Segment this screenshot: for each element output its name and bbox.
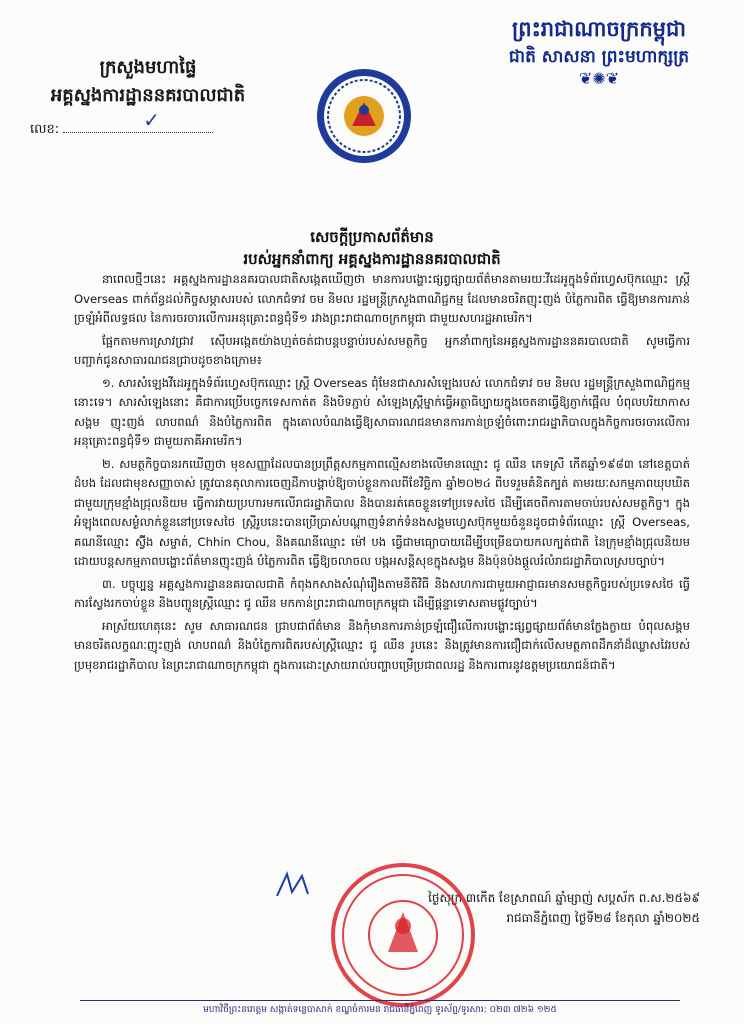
paragraph: ២. សមត្ថកិច្ចបានរកឃើញថា មុខសញ្ញាដែលបានប្រព្រឹត្តសកម្មភាពល្មើសខាងលើមានឈ្មោះ ជូ ឈីន ភេទស្រី កើតឆ្នាំ១៩៨៣ នៅខេត្តបាត់ដំបង ដែលជាមុខសញ្ញាចាស់ ត្រូវបានតុលាការចេញដីកាបង្គាប់ឱ្យចាប់ខ្លួនកាលពីខែវិច្ឆិកា ឆ្នាំ២០២៤ ពីបទរួមគំនិតក្បត់ តាមរយៈសកម្មភាពឃុបឃិតជាមួយក្រុមខ្មាំងជ្រុលនិយម ធ្វើការវាយប្រហារមកលើរាជរដ្ឋាភិបាល និងបានរត់គេចខ្លួនទៅប្រទេសថៃ ដើម្បីគេចពីការតាមចាប់របស់សមត្ថកិច្ច។ ក្នុងអំឡុងពេលសម្ងំលាក់ខ្លួននៅប្រទេសថៃ ស្ត្រីរូបនេះបានប្រើប្រាស់បណ្តាញទំនាក់ទំនងសង្គមហ្វេសប៊ុកមួយចំនួនដូចជាទំព័រឈ្មោះ ស្ត្រី Overseas, គណនីឈ្មោះ ស៊្វីង សម្ចាត់, Chhin Chou, និងគណនីឈ្មោះ ម៉ៅ បង ធ្វើជាមធ្យោបាយដើម្បីបម្រើឧបាយកលក្បត់ជាតិ នៃក្រុមខ្មាំងជ្រុលនិយម ដោយបន្តសកម្មភាពបង្ហោះព័ត៌មានញុះញង់ បំភ្លៃការពិត ធ្វើឱ្យចលាចល បង្កអសន្តិសុខក្នុងសង្គម និងប៉ុនប៉ងផ្តួលរំលំរាជរដ្ឋាភិបាលស្របច្បាប់។ <box>74 456 690 568</box>
checkmark-icon: ✓ <box>143 108 161 132</box>
paragraph: នាពេលថ្មីៗនេះ អគ្គស្នងការដ្ឋាននគរបាលជាតិសង្កេតឃើញថា មានការបង្ហោះផ្សព្វផ្សាយព័ត៌មានតាមរយៈវីដេអូក្នុងទំព័រហ្វេសប៊ុកឈ្មោះ ស្ត្រី Overseas ពាក់ព័ន្ធដល់កិច្ចសម្ភាសរបស់ លោកជំទាវ ចម និមល រដ្ឋមន្ត្រីក្រសួងពាណិជ្ជកម្ម ដែលមានចរិតញុះញង់ បំភ្លៃការពិត ធ្វើឱ្យមានការភាន់ច្រឡំអំពីលទ្ធផល នៃការចរចារលើការអនុគ្រោះពន្ធជុំទី១ រវាងព្រះរាជាណាចក្រកម្ពុជា ជាមួយសហរដ្ឋអាមេរិក។ <box>74 272 690 325</box>
number-field <box>63 108 213 133</box>
number-label: លេខ: <box>30 122 60 137</box>
department-name: អគ្គស្នងការដ្ឋាននគរបាលជាតិ <box>50 85 246 106</box>
kingdom-name: ព្រះរាជាណាចក្រកម្ពុជា <box>511 17 686 41</box>
statement-title <box>0 226 744 270</box>
ministry-header <box>28 54 268 110</box>
paragraph: ផ្អែកតាមការស្រាវជ្រាវ ស៊ើបអង្កេតយ៉ាងហ្មត់ចត់ជាបន្តបន្ទាប់របស់សមត្ថកិច្ច អ្នកនាំពាក្យនៃអគ្គស្នងការដ្ឋាននគរបាលជាតិ សូមធ្វើការបញ្ជាក់ជូនសាធារណជនជ្រាបដូចខាងក្រោម៖ <box>74 333 690 367</box>
lunar-date: ថ្ងៃសុក្រ ៣កើត ខែស្រាពណ៍ ឆ្នាំម្សាញ់ សប្តស័ក ព.ស.២៥៦៩ <box>428 891 700 905</box>
title-line-2: របស់អ្នកនាំពាក្យ អគ្គស្នងការដ្ឋាននគរបាលជាតិ <box>243 250 501 268</box>
solar-date: រាជធានីភ្នំពេញ ថ្ងៃទី២៨ ខែតុលា ឆ្នាំ២០២៥ <box>506 911 700 925</box>
police-emblem-icon <box>314 66 414 166</box>
reference-number <box>30 108 270 140</box>
paragraph: ៣. បច្ចុប្បន្ន អគ្គស្នងការដ្ឋាននគរបាលជាតិ កំពុងកសាងសំណុំរឿងតាមនីតិវិធី និងសហការជាមួយអាជ្ញាធរមានសមត្ថកិច្ចរបស់ប្រទេសថៃ ធ្វើការស្វែងរកចាប់ខ្លួន និងបញ្ជូនស្ត្រីឈ្មោះ ជូ ឈីន មកកាន់ព្រះរាជាណាចក្រកម្ពុជា ដើម្បីផ្តន្ទាទោសតាមផ្លូវច្បាប់។ <box>74 576 690 610</box>
statement-body <box>74 270 690 678</box>
kingdom-header <box>484 14 714 88</box>
paragraph: អាស្រ័យហេតុនេះ សូម សាធារណជន ជ្រាបជាព័ត៌មាន និងកុំមានការភាន់ច្រឡំជឿលើការបង្ហោះផ្សព្វផ្សាយព័ត៌មានក្លែងក្លាយ បំពុលសង្គម មានចរិតលក្ខណៈញុះញង់ លាបពណ៌ និងបំភ្លៃការពិតរបស់ស្ត្រីឈ្មោះ ជូ ឈីន រូបនេះ និងត្រូវមានការជឿជាក់លើសមត្ថភាពដឹកនាំដ៏ឈ្លាសវៃរបស់ប្រមុខរាជរដ្ឋាភិបាល នៃព្រះរាជាណាចក្រកម្ពុជា ក្នុងការដោះស្រាយរាល់បញ្ហាបម្រើប្រជាពលរដ្ឋ និងការពារនូវឧត្តមប្រយោជន៍ជាតិ។ <box>74 618 690 672</box>
ornament-icon: ❦✺❦ <box>578 69 620 88</box>
ministry-name: ក្រសួងមហាផ្ទៃ <box>99 57 197 78</box>
official-seal-icon <box>328 860 478 1010</box>
paragraph: ១. សារសំឡេងវីដេអូក្នុងទំព័រហ្វេសប៊ុកឈ្មោះ ស្ត្រី Overseas ពុំមែនជាសារសំឡេងរបស់ លោកជំទាវ ចម និមល រដ្ឋមន្ត្រីក្រសួងពាណិជ្ជកម្ម នោះទេ។ សារសំឡេងនោះ គឺជាការប្រើបច្ចេកទេសកាត់ត និងបិទភ្ជាប់ សំឡេងស្ត្រីម្នាក់ធ្វើអត្ថាធិប្បាយក្នុងចេតនាធ្វើឱ្យភ្ញាក់ផ្អើល បំពុលបរិយាកាសសង្គម ញុះញង់ លាបពណ៌ និងបំភ្លៃការពិត ក្នុងគោលបំណងធ្វើឱ្យសាធារណជនមានការភាន់ច្រឡំចំពោះរាជរដ្ឋាភិបាលក្នុងកិច្ចការចរចារលើការអនុគ្រោះពន្ធជុំទី១ ជាមួយភាគីអាមេរិក។ <box>74 375 690 448</box>
footer-address: មហាវិថីព្រះនរោត្តម សង្កាត់ទន្លេបាសាក់ ខណ្ឌចំការមន រាជធានីភ្នំពេញ ទូរស័ព្ទ/ទូរសារ: ០២៣ ៧២៦ ១២៥ <box>80 1000 680 1017</box>
title-line-1: សេចក្តីប្រកាសព័ត៌មាន <box>310 228 434 246</box>
national-motto: ជាតិ សាសនា ព្រះមហាក្សត្រ <box>508 47 690 67</box>
